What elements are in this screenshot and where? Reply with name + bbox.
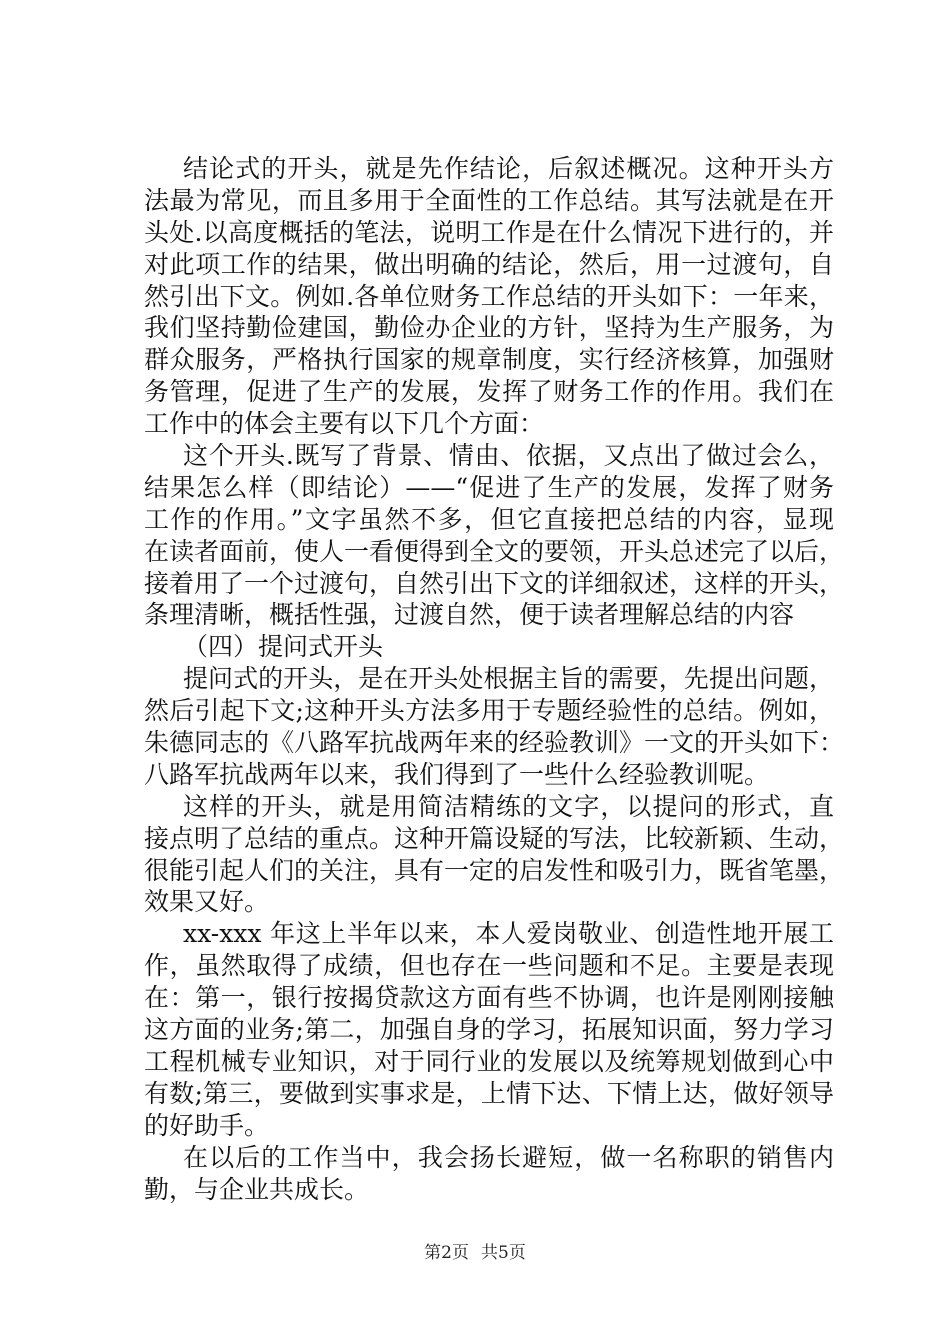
document-body [144, 153, 845, 1205]
text-line: 工作的作用。”文字虽然不多，但它直接把总结的内容，显现 [144, 504, 834, 534]
text-line: 接点明了总结的重点。这种开篇设疑的写法，比较新颖、生动， [144, 823, 845, 853]
text-line: 工程机械专业知识，对于同行业的发展以及统筹规划做到心中 [144, 1046, 834, 1076]
text-line: 然引出下文。例如.各单位财务工作总结的开头如下：一年来， [144, 281, 834, 311]
text-line: 群众服务，严格执行国家的规章制度，实行经济核算，加强财 [144, 345, 834, 375]
page-total: 共5页 [481, 1243, 526, 1263]
text-line: 在：第一，银行按揭贷款这方面有些不协调，也许是刚刚接触 [144, 983, 834, 1013]
text-line: 务管理，促进了生产的发展，发挥了财务工作的作用。我们在 [144, 377, 834, 407]
text-line: 很能引起人们的关注，具有一定的启发性和吸引力，既省笔墨， [144, 855, 845, 885]
text-line: 然后引起下文;这种开头方法多用于专题经验性的总结。例如， [144, 696, 834, 726]
text-line: 的好助手。 [144, 1110, 270, 1140]
text-line: xx-xxx 年这上半年以来，本人爱岗敬业、创造性地开展工 [183, 919, 834, 949]
text-line: 八路军抗战两年以来，我们得到了一些什么经验教训呢。 [144, 759, 770, 789]
text-line: 朱德同志的《八路军抗战两年来的经验教训》一文的开头如下： [144, 728, 845, 758]
text-line: 提问式的开头，是在开头处根据主旨的需要，先提出问题， [183, 664, 834, 694]
text-line: 对此项工作的结果，做出明确的结论，然后，用一过渡句，自 [144, 249, 834, 279]
text-line: 这样的开头，就是用简洁精练的文字，以提问的形式，直 [183, 791, 834, 821]
text-line: 效果又好。 [144, 887, 270, 917]
text-line: 接着用了一个过渡句，自然引出下文的详细叙述，这样的开头， [144, 568, 845, 598]
text-line: 这方面的业务;第二，加强自身的学习，拓展知识面，努力学习 [144, 1015, 834, 1045]
text-line: 工作中的体会主要有以下几个方面： [144, 409, 545, 439]
text-line: 结果怎么样（即结论）——“促进了生产的发展，发挥了财务 [144, 472, 834, 502]
text-line: 结论式的开头，就是先作结论，后叙述概况。这种开头方 [183, 154, 834, 183]
text-line: 法最为常见，而且多用于全面性的工作总结。其写法就是在开 [144, 185, 834, 215]
page-number: 第2页 [424, 1243, 469, 1263]
text-line: 有数;第三，要做到实事求是，上情下达、下情上达，做好领导 [144, 1078, 834, 1108]
text-line: 作，虽然取得了成绩，但也存在一些问题和不足。主要是表现 [144, 951, 834, 981]
text-line: 头处.以高度概括的笔法，说明工作是在什么情况下进行的，并 [144, 217, 834, 247]
text-line: 勤，与企业共成长。 [144, 1174, 370, 1204]
page-footer [0, 1238, 950, 1263]
text-line: 我们坚持勤俭建国，勤俭办企业的方针，坚持为生产服务，为 [144, 313, 834, 343]
text-line: 这个开头.既写了背景、情由、依据，又点出了做过会么， [183, 441, 834, 471]
section-heading: （四）提问式开头 [183, 632, 384, 662]
text-line: 条理清晰，概括性强，过渡自然，便于读者理解总结的内容 [144, 600, 795, 630]
text-line: 在以后的工作当中，我会扬长避短，做一名称职的销售内 [183, 1142, 834, 1172]
text-line: 在读者面前，使人一看便得到全文的要领，开头总述完了以后， [144, 536, 845, 566]
